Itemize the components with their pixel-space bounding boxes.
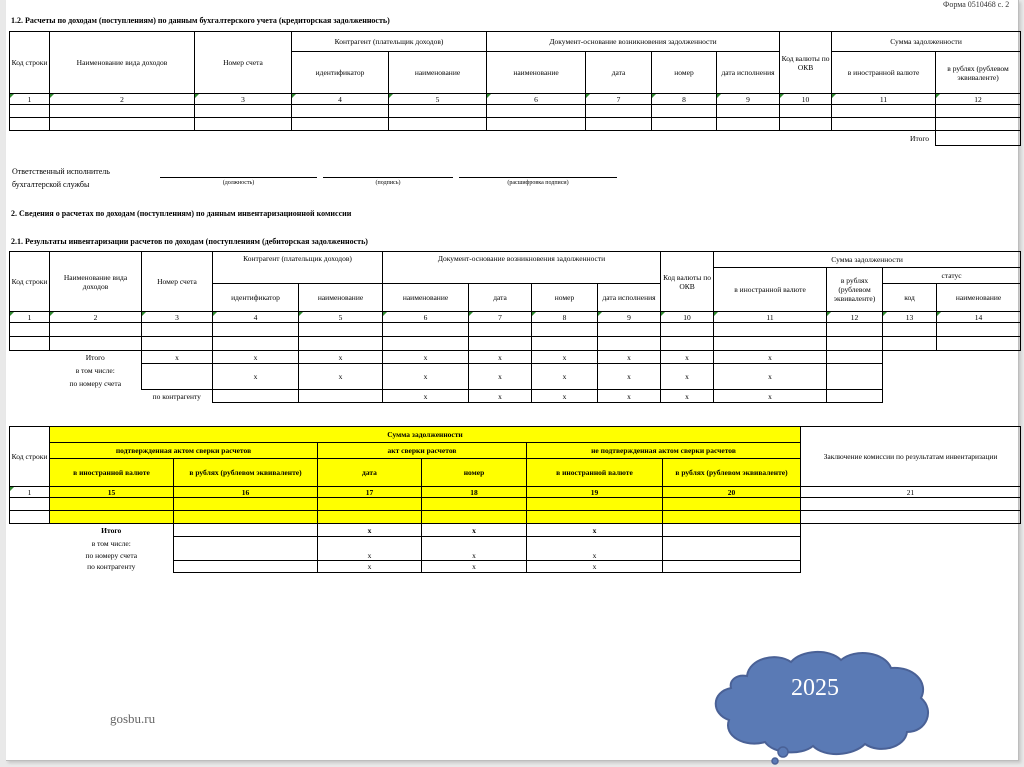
total-row: [10, 131, 1021, 146]
cloud-tail: [778, 747, 788, 757]
x-mark: x: [299, 364, 383, 390]
column-number: 1: [10, 94, 50, 105]
x-mark: x: [714, 364, 827, 390]
column-number: 11: [832, 94, 936, 105]
x-mark: x: [469, 364, 532, 390]
table-row: [10, 511, 1021, 524]
col-sum-rub-header: в рублях (рублевом эквиваленте): [827, 268, 883, 312]
x-mark: x: [598, 390, 661, 403]
column-number: 2: [50, 94, 195, 105]
x-mark: x: [422, 561, 527, 573]
col-act-header: акт сверки расчетов: [318, 443, 527, 459]
by-counterparty-row: [10, 390, 1021, 403]
column-number: 17: [318, 487, 422, 498]
col-currency-header: Код валюты по ОКВ: [780, 32, 832, 94]
incl-label: в том числе:: [75, 365, 115, 375]
column-number: 8: [652, 94, 717, 105]
col-income-name-header: Наименование вида доходов: [50, 252, 142, 312]
by-account-label: по номеру счета: [69, 378, 122, 388]
total-label: Итого: [910, 133, 930, 143]
column-number: 11: [714, 312, 827, 323]
col-sum-foreign-header: в иностранной валюте: [714, 268, 827, 312]
col-sum-rub-header: в рублях (рублевом эквиваленте): [936, 52, 1021, 94]
col-cp-id-header: идентификатор: [292, 52, 389, 94]
section-2-title: 2. Сведения о расчетах по доходам (поступлениям) по данным инвентаризационной комиссии: [11, 209, 352, 218]
col-doc-date-header: дата: [586, 52, 652, 94]
x-mark: x: [661, 364, 714, 390]
column-number: 13: [883, 312, 937, 323]
col-doc-date-header: дата: [469, 284, 532, 312]
x-mark: x: [383, 351, 469, 364]
col-counterparty-header: Контрагент (плательщик доходов): [292, 32, 487, 52]
by-counterparty-label: по контрагенту: [152, 391, 201, 401]
section-1-2-title: 1.2. Расчеты по доходам (поступлениям) по данным бухгалтерского учета (кредиторская задолженность): [11, 16, 390, 25]
column-number: 12: [936, 94, 1021, 105]
col-confirmed-header: подтвержденная актом сверки расчетов: [50, 443, 318, 459]
col-doc-exec-date-header: дата исполнения: [717, 52, 780, 94]
column-number: 10: [780, 94, 832, 105]
table-row: [10, 323, 1021, 337]
cloud-shape: [716, 652, 928, 754]
column-number: 14: [937, 312, 1021, 323]
table-row: [10, 118, 1021, 131]
col-cp-name-header: наименование: [389, 52, 487, 94]
x-mark: x: [318, 524, 422, 537]
column-number: 1: [10, 312, 50, 323]
x-mark: x: [422, 537, 527, 561]
column-number: 8: [532, 312, 598, 323]
col-status-code-header: код: [883, 284, 937, 312]
year-badge: 2025: [791, 675, 839, 701]
x-mark: x: [661, 390, 714, 403]
cloud-badge-icon: [709, 648, 937, 766]
col-account-header: Номер счета: [142, 252, 213, 312]
col-rub-header: в рублях (рублевом эквиваленте): [174, 459, 318, 487]
column-number: 2: [50, 312, 142, 323]
footer-site: gosbu.ru: [110, 711, 156, 726]
x-mark: x: [469, 390, 532, 403]
column-number: 19: [527, 487, 663, 498]
by-account-label: по номеру счета: [85, 550, 138, 560]
column-number: 4: [292, 94, 389, 105]
decode-caption: (расшифровка подписи): [507, 180, 569, 186]
col-document-header: Документ-основание возникновения задолженности: [383, 252, 661, 284]
x-mark: x: [318, 561, 422, 573]
col-sum-header: Сумма задолженности: [832, 32, 1021, 52]
column-number: 4: [213, 312, 299, 323]
col-doc-exec-date-header: дата исполнения: [598, 284, 661, 312]
x-mark: x: [383, 364, 469, 390]
x-mark: x: [714, 351, 827, 364]
column-number: 10: [661, 312, 714, 323]
column-number: 9: [717, 94, 780, 105]
incl-row: [10, 537, 1021, 550]
executor-label-line1: Ответственный исполнитель: [12, 167, 110, 176]
x-mark: x: [422, 524, 527, 537]
signature-caption: (подпись): [375, 180, 401, 186]
total-label: Итого: [85, 352, 105, 362]
cloud-tail: [772, 758, 778, 764]
col-doc-number-header: номер: [532, 284, 598, 312]
executor-label-line2: бухгалтерской службы: [12, 180, 90, 189]
col-foreign-header: в иностранной валюте: [527, 459, 663, 487]
col-sum-foreign-header: в иностранной валюте: [832, 52, 936, 94]
col-code-header: Код строки: [10, 252, 50, 312]
x-mark: x: [213, 364, 299, 390]
col-code-header: Код строки: [10, 32, 50, 94]
x-mark: x: [469, 351, 532, 364]
col-number-header: номер: [422, 459, 527, 487]
total-label: Итого: [101, 525, 122, 535]
x-mark: x: [527, 561, 663, 573]
column-number: 15: [50, 487, 174, 498]
reconciliation-table: [9, 426, 1021, 573]
col-doc-number-header: номер: [652, 52, 717, 94]
x-mark: x: [532, 351, 598, 364]
decode-line: [459, 177, 617, 178]
col-document-header: Документ-основание возникновения задолженности: [487, 32, 780, 52]
creditor-debt-table: [9, 31, 1021, 146]
total-row: [10, 524, 1021, 537]
x-mark: x: [527, 537, 663, 561]
total-row: [10, 351, 1021, 364]
x-mark: x: [527, 524, 663, 537]
col-status-header: статус: [883, 268, 1021, 284]
col-cp-name-header: наименование: [299, 284, 383, 312]
column-number: 7: [586, 94, 652, 105]
column-number: 3: [195, 94, 292, 105]
column-number: 1: [10, 487, 50, 498]
col-sum-header: Сумма задолженности: [50, 427, 801, 443]
x-mark: x: [142, 351, 213, 364]
col-rub-header: в рублях (рублевом эквиваленте): [663, 459, 801, 487]
incl-row: [10, 364, 1021, 377]
incl-label: в том числе:: [91, 538, 131, 548]
column-number: 16: [174, 487, 318, 498]
col-currency-header: Код валюты по ОКВ: [661, 252, 714, 312]
col-sum-header: Сумма задолженности: [714, 252, 1021, 268]
column-number: 18: [422, 487, 527, 498]
column-number: 6: [487, 94, 586, 105]
table-row: [10, 105, 1021, 118]
column-number: 21: [801, 487, 1021, 498]
x-mark: x: [299, 351, 383, 364]
table-row: [10, 337, 1021, 351]
column-number: 6: [383, 312, 469, 323]
col-conclusion-header: Заключение комиссии по результатам инвентаризации: [801, 427, 1021, 487]
col-doc-name-header: наименование: [487, 52, 586, 94]
col-foreign-header: в иностранной валюте: [50, 459, 174, 487]
col-cp-id-header: идентификатор: [213, 284, 299, 312]
x-mark: x: [213, 351, 299, 364]
x-mark: x: [661, 351, 714, 364]
col-account-header: Номер счета: [195, 32, 292, 94]
column-number: 9: [598, 312, 661, 323]
debtor-debt-table: [9, 251, 1021, 403]
col-status-name-header: наименование: [937, 284, 1021, 312]
col-doc-name-header: наименование: [383, 284, 469, 312]
column-number: 5: [299, 312, 383, 323]
col-not-confirmed-header: не подтвержденная актом сверки расчетов: [527, 443, 801, 459]
section-2-1-title: 2.1. Результаты инвентаризации расчетов по доходам (поступлениям (дебиторская задолженность): [11, 237, 368, 246]
x-mark: x: [714, 390, 827, 403]
col-counterparty-header: Контрагент (плательщик доходов): [213, 252, 383, 284]
col-code-header: Код строки: [10, 427, 50, 487]
by-counterparty-row: [10, 561, 1021, 573]
column-number: 7: [469, 312, 532, 323]
x-mark: x: [532, 364, 598, 390]
column-number: 5: [389, 94, 487, 105]
by-counterparty-label: по контрагенту: [87, 562, 136, 571]
x-mark: x: [598, 351, 661, 364]
col-income-name-header: Наименование вида доходов: [50, 32, 195, 94]
position-caption: (должность): [222, 180, 255, 186]
table-row: [10, 498, 1021, 511]
x-mark: x: [532, 390, 598, 403]
form-reference: Форма 0510468 с. 2: [943, 0, 1010, 9]
position-line: [160, 177, 317, 178]
column-number: 3: [142, 312, 213, 323]
col-date-header: дата: [318, 459, 422, 487]
x-mark: x: [598, 364, 661, 390]
x-mark: x: [383, 390, 469, 403]
x-mark: x: [318, 537, 422, 561]
column-number: 20: [663, 487, 801, 498]
signature-line: [323, 177, 453, 178]
column-number: 12: [827, 312, 883, 323]
